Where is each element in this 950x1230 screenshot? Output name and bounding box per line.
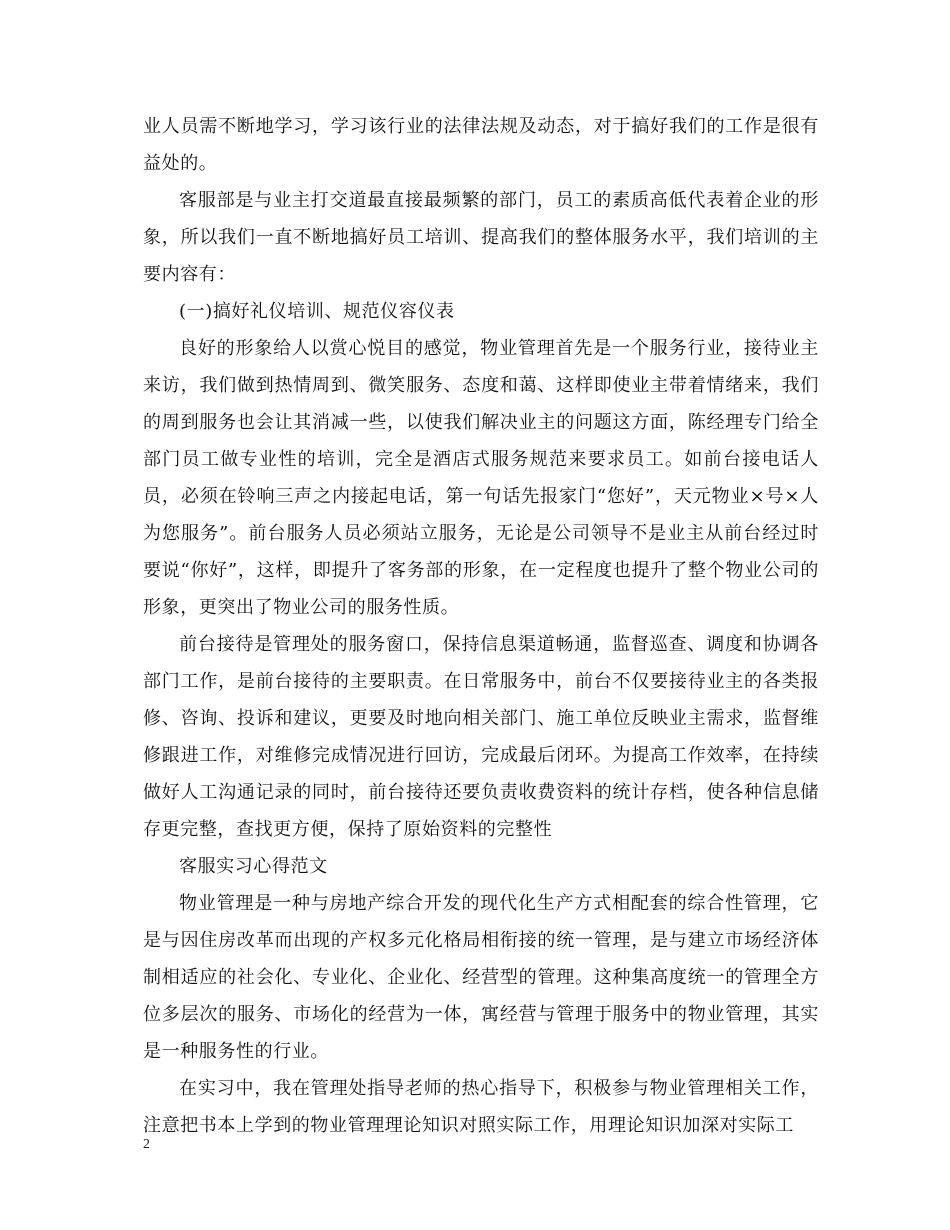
- section-heading-sample: 客服实习心得范文: [179, 856, 328, 877]
- document-body: [143, 108, 819, 1144]
- paragraph-continuation: 业人员需不断地学习，学习该行业的法律法规及动态，对于搞好我们的工作是很有益处的。: [143, 116, 819, 174]
- paragraph-front-desk: 前台接待是管理处的服务窗口，保持信息渠道畅通，监督巡查、调度和协调各部门工作，是前台接待的主要职责。在日常服务中，前台不仅要接待业主的各类报修、咨询、投诉和建议，更要及时地向相关部门、施工单位反映业主需求，监督维修跟进工作，对维修完成情况进行回访，完成最后闭环。为提高工作效率，在持续做好人工沟通记录的同时，前台接待还要负责收费资料的统计存档，使各种信息储存更完整，查找更方便，保持了原始资料的完整性: [143, 634, 819, 840]
- paragraph-internship: 在实习中，我在管理处指导老师的热心指导下，积极参与物业管理相关工作，注意把书本上学到的物业管理理论知识对照实际工作，用理论知识加深对实际工: [143, 1078, 819, 1136]
- page-number: 2: [143, 1137, 150, 1152]
- paragraph-good-image: 良好的形象给人以赏心悦目的感觉，物业管理首先是一个服务行业，接待业主来访，我们做到热情周到、微笑服务、态度和蔼、这样即使业主带着情绪来，我们的周到服务也会让其消减一些，以使我们解决业主的问题这方面，陈经理专门给全部门员工做专业性的培训，完全是酒店式服务规范来要求员工。如前台接电话人员，必须在铃响三声之内接起电话，第一句话先报家门“您好”，天元物业×号×人为您服务”。前台服务人员必须站立服务，无论是公司领导不是业主从前台经过时要说“你好”，这样，即提升了客务部的形象，在一定程度也提升了整个物业公司的形象，更突出了物业公司的服务性质。: [143, 338, 819, 618]
- paragraph-property-management: 物业管理是一种与房地产综合开发的现代化生产方式相配套的综合性管理，它是与因住房改革而出现的产权多元化格局相衔接的统一管理，是与建立市场经济体制相适应的社会化、专业化、企业化、经营型的管理。这种集高度统一的管理全方位多层次的服务、市场化的经营为一体，寓经营与管理于服务中的物业管理，其实是一种服务性的行业。: [143, 893, 819, 1062]
- paragraph-customer-service-dept: 客服部是与业主打交道最直接最频繁的部门，员工的素质高低代表着企业的形象，所以我们一直不断地搞好员工培训、提高我们的整体服务水平，我们培训的主要内容有：: [143, 190, 819, 285]
- section-heading-etiquette: (一)搞好礼仪培训、规范仪容仪表: [179, 301, 455, 322]
